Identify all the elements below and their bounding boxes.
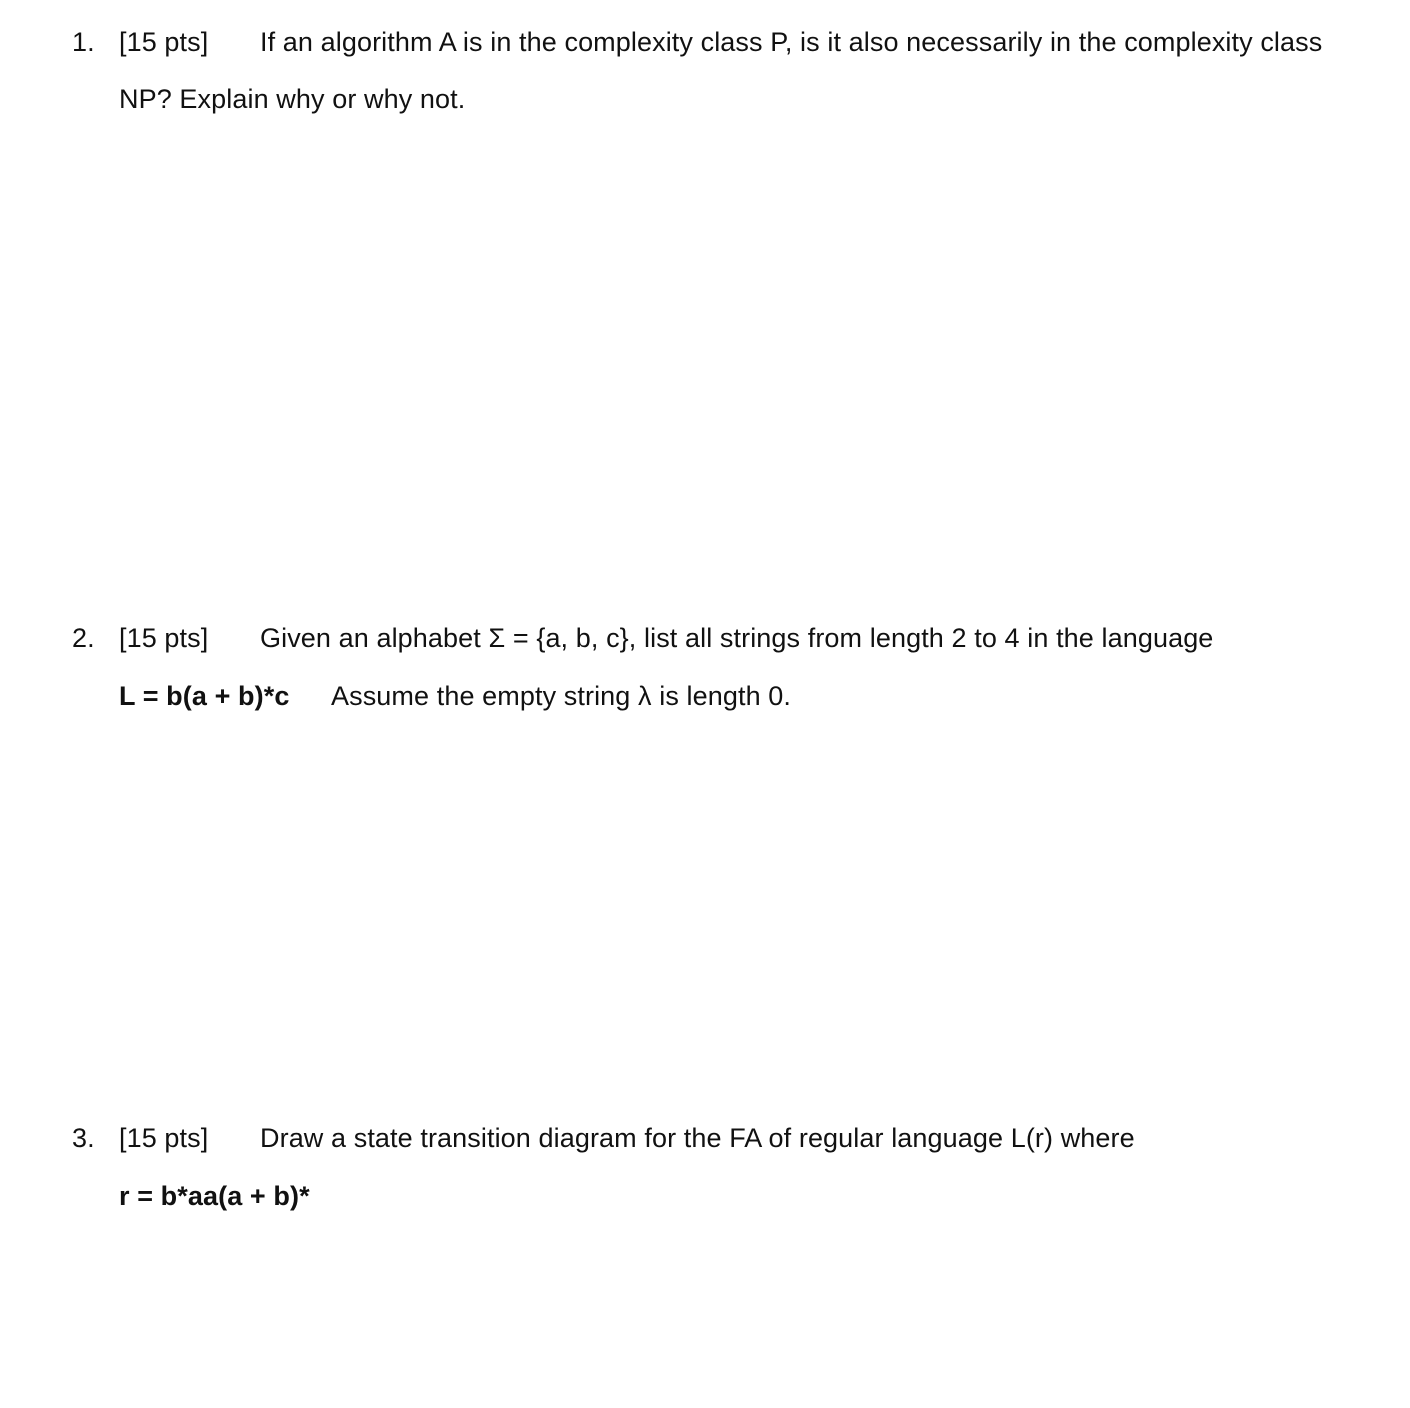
regex-formula: r = b*aa(a + b)*: [119, 1181, 310, 1211]
question-text: Draw a state transition diagram for the FA of regular language L(r) where: [260, 1123, 1135, 1153]
question-text: Given an alphabet Σ = {a, b, c}, list all strings from length 2 to 4 in the language: [260, 623, 1214, 653]
question-points: [15 pts]: [119, 1123, 209, 1153]
question-points: [15 pts]: [119, 623, 209, 653]
question-points: [15 pts]: [119, 27, 209, 57]
question-text-continued: NP? Explain why or why not.: [119, 84, 466, 114]
question-number: 3.: [72, 1123, 95, 1153]
question-text: If an algorithm A is in the complexity class P, is it also necessarily in the complexity class: [260, 27, 1323, 57]
question-note: Assume the empty string λ is length 0.: [331, 681, 792, 711]
question-number: 2.: [72, 623, 95, 653]
question-number: 1.: [72, 27, 95, 57]
language-formula: L = b(a + b)*c: [119, 681, 290, 711]
